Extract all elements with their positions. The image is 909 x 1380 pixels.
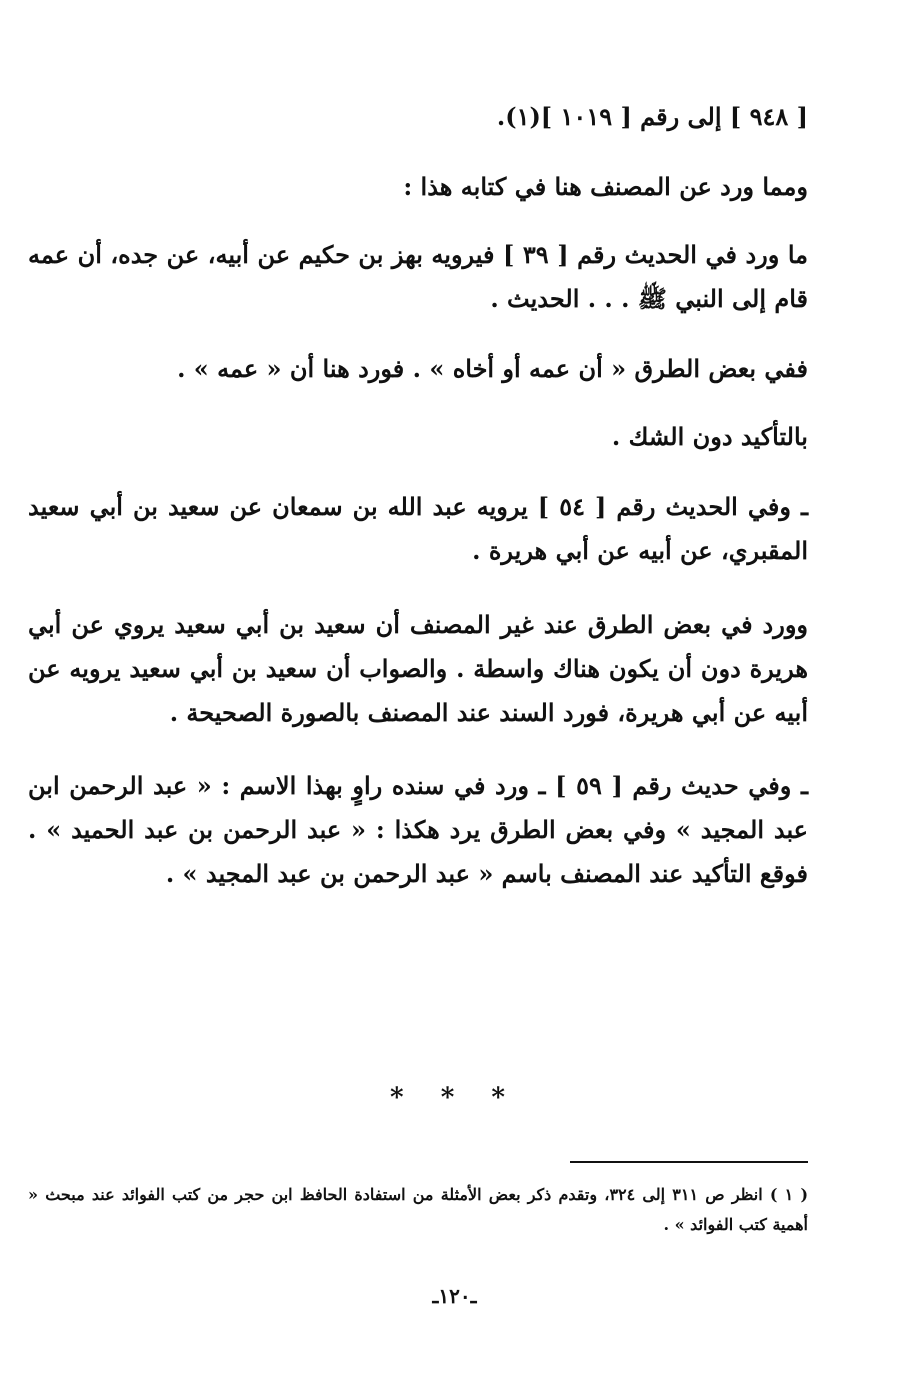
paragraph-correct-chain: وورد في بعض الطرق عند غير المصنف أن سعيد بن أبي سعيد يروي عن أبي هريرة دون أن يكون هناك واسطة . والصواب أن سعيد بن أبي سعيد يرويه عن أبيه عن أبي هريرة، فورد السند عند المصنف بالصورة الصحيحة . bbox=[28, 610, 808, 727]
paragraph-variant-uncle: ففي بعض الطرق « أن عمه أو أخاه » . فورد هنا أن « عمه » . bbox=[177, 354, 808, 383]
paragraph-hadith-54: ـ وفي الحديث رقم [ ٥٤ ] يرويه عبد الله بن سمعان عن سعيد بن أبي سعيد المقبري، عن أبيه عن أبي هريرة . bbox=[28, 492, 808, 565]
footnote: ( ١ ) انظر ص ٣١١ إلى ٣٢٤، وتقدم ذكر بعض الأمثلة من استفادة الحافظ ابن حجر من كتب الفوائد عند مبحث « أهمية كتب الفوائد » . bbox=[28, 1185, 809, 1234]
paragraph-intro: ومما ورد عن المصنف هنا في كتابه هذا : bbox=[403, 172, 808, 201]
paragraph-hadith-59: ـ وفي حديث رقم [ ٥٩ ] ـ ورد في سنده راوٍ بهذا الاسم : « عبد الرحمن ابن عبد المجيد » وفي بعض الطرق يرد هكذا : « عبد الرحمن بن عبد الحميد » . فوقع التأكيد عند المصنف باسم « عبد الرحمن بن عبد المجيد » . bbox=[28, 771, 808, 888]
section-separator: * * * bbox=[390, 1083, 519, 1113]
paragraph-certainty: بالتأكيد دون الشك . bbox=[611, 422, 808, 451]
page-number: ـ١٢٠ـ bbox=[432, 1284, 477, 1308]
footnote-divider bbox=[570, 1161, 808, 1163]
paragraph-hadith-39: ما ورد في الحديث رقم [ ٣٩ ] فيرويه بهز بن حكيم عن أبيه، عن جده، أن عمه قام إلى النبي ﷺ . . . الحديث . bbox=[28, 240, 808, 313]
paragraph-hadith-range: [ ٩٤٨ ] إلى رقم [ ١٠١٩ ](١). bbox=[496, 102, 808, 131]
